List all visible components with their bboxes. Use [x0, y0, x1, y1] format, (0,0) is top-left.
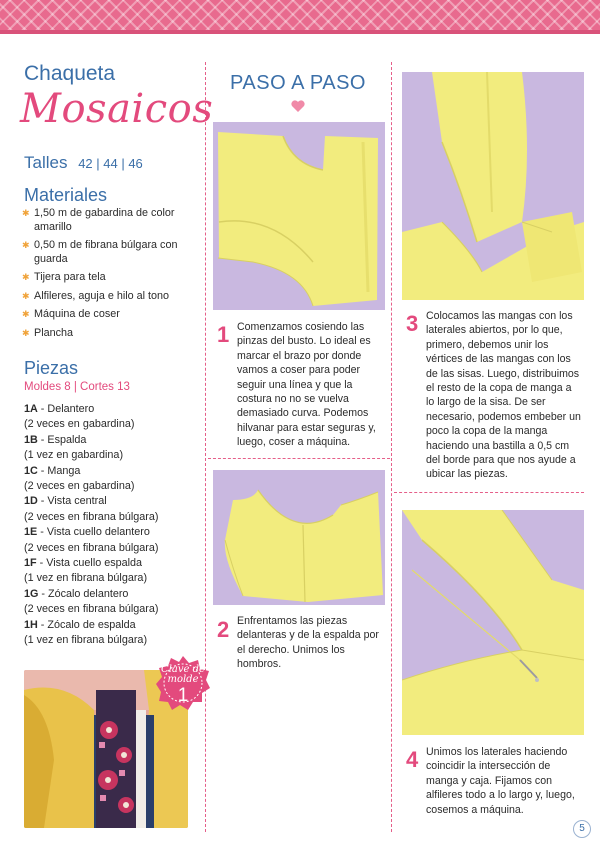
materiales-heading: Materiales — [24, 185, 108, 205]
pieza-detail: (1 vez en fibrana búlgara) — [24, 572, 148, 585]
moldes-cortes: Moldes 8 | Cortes 13 — [24, 381, 130, 393]
material-item: ✱ Alfileres, aguja e hilo al tono — [22, 290, 202, 304]
clave-label — [155, 665, 211, 685]
pieza-code: 1F — [24, 557, 37, 570]
step-divider-3-4 — [394, 492, 584, 493]
page-number: 5 — [573, 820, 591, 838]
step-1-text: Comenzamos cosiendo las pinzas del busto. Lo ideal es marcar el brazo por donde vamos a coser para poder seguir una línea y que la costura no no se vuelva demasiado curva. Podemos hilvanar para estar seguras y, luego, coser a máquina. — [237, 321, 376, 449]
pieza-detail: (2 veces en fibrana búlgara) — [24, 510, 159, 523]
step-3-text: Colocamos las mangas con los laterales abiertos, por lo que, primero, debemos unir los vértices de las mangas con los de las sisas. Luego, distribuimos el resto de la copa de manga a lo largo de la sisa. De ser necesario, podemos embeber un poco la copa de la manga haciendo una bastilla a 0,5 cm del borde para que nos ayude a ubicar las piezas. — [426, 310, 581, 481]
column-divider-middle — [391, 62, 392, 832]
pieza-code: 1C — [24, 464, 38, 477]
material-item: ✱ 0,50 m de fibrana búlgara con guarda — [22, 239, 202, 266]
pieza-item — [24, 494, 204, 509]
pieza-code: 1G — [24, 587, 39, 600]
step-4-number: 4 — [406, 747, 419, 772]
clave-molde-badge — [155, 655, 211, 711]
pieza-name: - Zócalo de espalda — [37, 618, 136, 631]
title-mosaicos: Mosaicos — [20, 86, 214, 132]
step-3-number: 3 — [406, 311, 419, 336]
pieza-name: - Vista central — [37, 495, 107, 508]
pieza-name: - Delantero — [37, 403, 95, 415]
pieza-code: 1H — [24, 618, 38, 631]
pieza-detail: (2 veces en gabardina) — [24, 418, 135, 431]
pieza-code: 1B — [24, 433, 38, 446]
pieza-item — [24, 618, 204, 633]
pieza-code: 1E — [24, 526, 38, 539]
pieza-detail: (2 veces en fibrana búlgara) — [24, 603, 159, 616]
step-divider-1-2 — [208, 458, 390, 459]
piezas-heading: Piezas — [24, 358, 79, 378]
pieza-item — [24, 464, 204, 479]
clave-line1: Clave de — [161, 664, 205, 675]
step-4-photo — [402, 510, 584, 735]
pieza-item — [24, 556, 204, 571]
step-3-photo — [402, 72, 584, 300]
column-divider-left — [205, 62, 206, 832]
pieza-item — [24, 525, 204, 540]
pieza-item — [24, 402, 204, 417]
pieza-name: - Zócalo delantero — [38, 587, 129, 600]
step-2-photo — [213, 470, 385, 605]
pieza-detail: (1 vez en gabardina) — [24, 449, 124, 462]
pieza-name: - Vista cuello delantero — [37, 526, 150, 539]
decorative-top-band — [0, 0, 600, 34]
step-4-text: Unimos los laterales haciendo coincidir la intersección de manga y caja. Fijamos con alfileres todo a lo largo y, luego, cosemos a máquina. — [426, 746, 575, 816]
talles-line — [24, 153, 143, 173]
talles-sizes: 42 | 44 | 46 — [78, 156, 143, 171]
pieza-code: 1D — [24, 495, 38, 508]
piezas-list — [24, 402, 204, 649]
pieza-name: - Espalda — [37, 433, 87, 446]
paso-a-paso-title: PASO A PASO — [230, 72, 366, 94]
material-item: ✱ 1,50 m de gabardina de color amarillo — [22, 207, 202, 234]
material-item: ✱ Máquina de coser — [22, 308, 202, 322]
pieza-name: - Vista cuello espalda — [36, 557, 143, 570]
material-item: ✱ Tijera para tela — [22, 271, 202, 285]
materiales-list — [22, 207, 202, 345]
step-2-number: 2 — [217, 617, 230, 642]
title-chaqueta: Chaqueta — [24, 62, 116, 85]
clave-number: 1 — [177, 685, 189, 706]
pieza-code: 1A — [24, 403, 38, 415]
step-2-text: Enfrentamos las piezas delanteras y de la espalda por el derecho. Unimos los hombros. — [237, 615, 379, 671]
pieza-detail: (2 veces en fibrana búlgara) — [24, 541, 159, 554]
step-1-photo — [213, 122, 385, 310]
pieza-item — [24, 433, 204, 448]
talles-label: Talles — [24, 153, 68, 172]
step-1-number: 1 — [217, 322, 230, 347]
clave-line2: molde — [167, 674, 199, 685]
heart-icon — [291, 100, 305, 112]
pieza-item — [24, 587, 204, 602]
pieza-name: - Manga — [37, 464, 81, 477]
material-item: ✱ Plancha — [22, 327, 202, 341]
pieza-detail: (1 vez en fibrana búlgara) — [24, 634, 148, 647]
pieza-detail: (2 veces en gabardina) — [24, 480, 135, 493]
